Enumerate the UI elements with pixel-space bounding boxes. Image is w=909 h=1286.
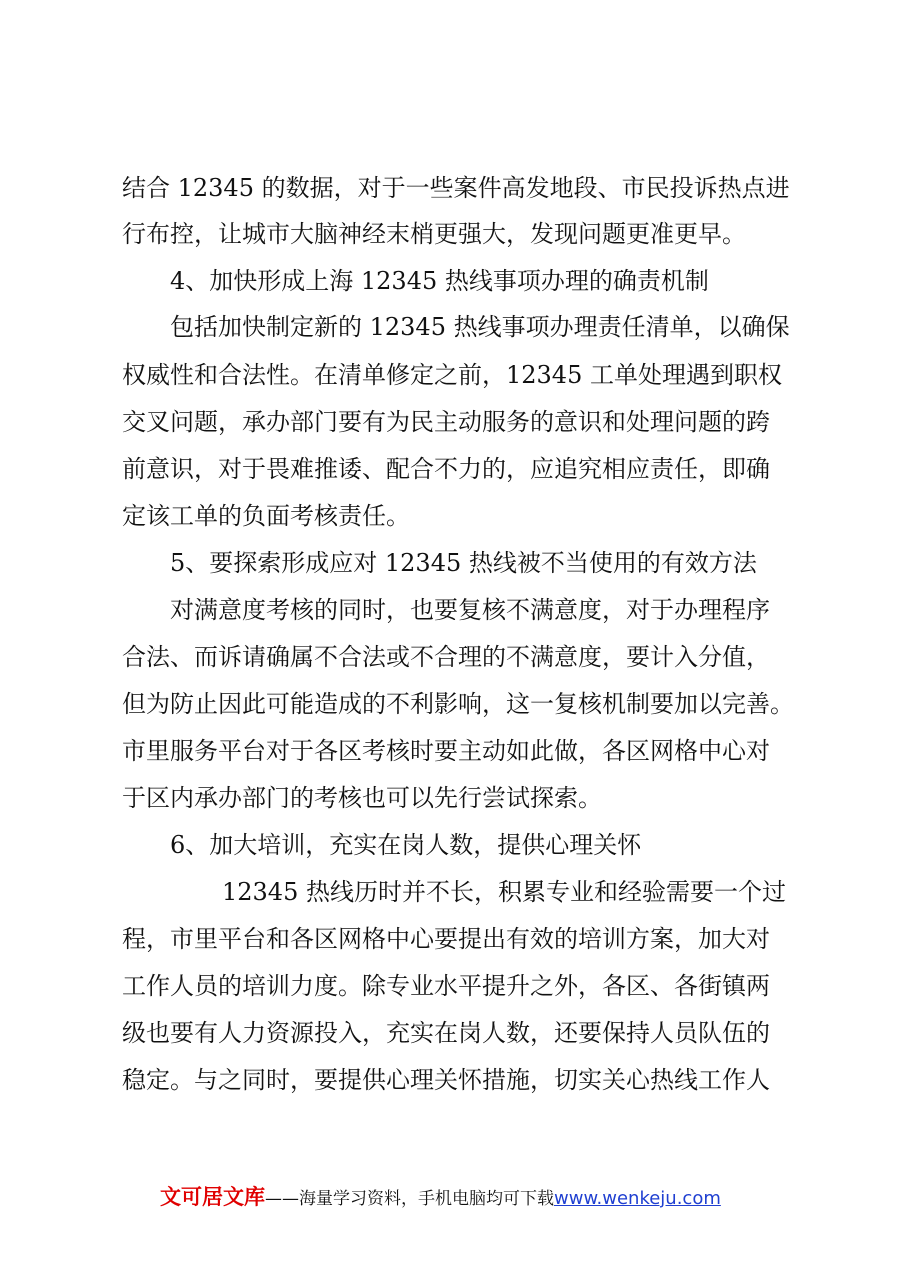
paragraph-line: 程，市里平台和各区网格中心要提出有效的培训方案，加大对 (122, 925, 770, 953)
paragraph-line: 合法、而诉请确属不合法或不合理的不满意度，要计入分值， (122, 643, 770, 671)
paragraph-line: 定该工单的负面考核责任。 (122, 502, 410, 530)
footer-site-link[interactable]: www.wenkeju.com (554, 1188, 721, 1209)
paragraph-line: 市里服务平台对于各区考核时要主动如此做，各区网格中心对 (122, 737, 770, 765)
paragraph-line: 权威性和合法性。在清单修定之前，12345 工单处理遇到职权 (122, 361, 782, 389)
paragraph-line: 稳定。与之同时，要提供心理关怀措施，切实关心热线工作人 (122, 1066, 770, 1094)
footer-banner (160, 1182, 721, 1212)
paragraph-line: 行布控，让城市大脑神经末梢更强大，发现问题更准更早。 (122, 220, 746, 248)
paragraph-line: 12345 热线历时并不长，积累专业和经验需要一个过 (222, 878, 786, 906)
footer-brand: 文可居文库 (160, 1185, 265, 1209)
paragraph-line: 于区内承办部门的考核也可以先行尝试探索。 (122, 784, 602, 812)
footer-tagline: ——海量学习资料，手机电脑均可下载 (265, 1189, 554, 1209)
paragraph-line: 工作人员的培训力度。除专业水平提升之外，各区、各街镇两 (122, 972, 770, 1000)
paragraph-line: 对满意度考核的同时，也要复核不满意度，对于办理程序 (170, 596, 770, 624)
paragraph-line: 但为防止因此可能造成的不利影响，这一复核机制要加以完善。 (122, 690, 794, 718)
paragraph-line: 包括加快制定新的 12345 热线事项办理责任清单，以确保 (170, 313, 790, 341)
section-heading: 6、加大培训，充实在岗人数，提供心理关怀 (170, 831, 642, 859)
paragraph-line: 前意识，对于畏难推诿、配合不力的，应追究相应责任，即确 (122, 455, 770, 483)
section-heading: 5、要探索形成应对 12345 热线被不当使用的有效方法 (170, 549, 757, 577)
paragraph-line: 交叉问题，承办部门要有为民主动服务的意识和处理问题的跨 (122, 408, 770, 436)
paragraph-line: 级也要有人力资源投入，充实在岗人数，还要保持人员队伍的 (122, 1019, 770, 1047)
section-heading: 4、加快形成上海 12345 热线事项办理的确责机制 (170, 267, 709, 295)
paragraph-line: 结合 12345 的数据，对于一些案件高发地段、市民投诉热点进 (122, 174, 790, 202)
